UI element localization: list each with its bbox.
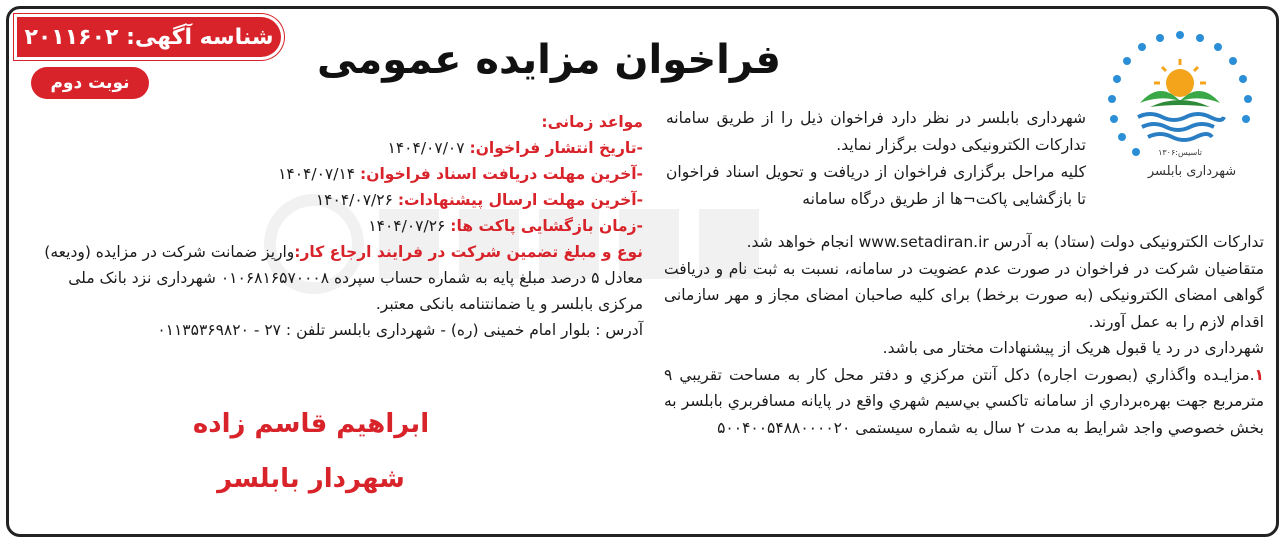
municipality-logo — [1100, 25, 1260, 185]
guarantee-text: واریز ضمانت شرکت در مزایده (ودیعه) معادل ۵ درصد مبلغ پایه به شماره حساب سپرده ۰۱۰۶۸۱۶۵۷۰۰۰۸ شهرداری نزد بانک ملی مرکزی بابلسر و یا ضمانتنامه بانکی معتبر. — [44, 243, 643, 313]
intro-line-2: کلیه مراحل برگزاری فراخوان از دریافت و تحویل اسناد فراخوان تا بازگشایی پاکت¬ها از طریق درگاه سامانه — [666, 163, 1086, 208]
schedule-row — [31, 187, 643, 213]
notice-title: فراخوان مزایده عمومی — [317, 37, 781, 83]
publication-round-badge: نوبت دوم — [31, 67, 149, 99]
schedule-row-label: -آخرین مهلت ارسال پیشنهادات: — [397, 191, 643, 209]
schedule-row — [31, 213, 643, 239]
schedule-row-label: -زمان بازگشایی پاکت ها: — [450, 217, 643, 235]
auction-item-number: ۱ — [1254, 365, 1264, 384]
guarantee-paragraph — [31, 239, 643, 317]
body-paragraph-3: شهرداری در رد یا قبول هریک از پیشنهادات مختار می باشد. — [882, 339, 1264, 357]
address-line: آدرس : بلوار امام خمینی (ره) - شهرداری بابلسر تلفن : ۲۷ - ۰۱۱۳۵۳۶۹۸۲۰ — [157, 321, 643, 339]
intro-paragraph — [666, 105, 1086, 213]
schedule-row-value: ۱۴۰۴/۰۷/۲۶ — [368, 217, 451, 235]
signatory-name: ابراهیم قاسم زاده — [192, 409, 430, 439]
guarantee-label: نوع و مبلغ تضمین شرکت در فرایند ارجاع کار: — [294, 243, 643, 261]
auction-item — [664, 362, 1264, 442]
intro-line-1: شهرداری بابلسر در نظر دارد فراخوان ذیل را از طریق سامانه تدارکات الکترونیکی دولت برگزار نماید. — [666, 109, 1086, 154]
schedule-row-label: -آخرین مهلت دریافت اسناد فراخوان: — [360, 165, 643, 183]
signatory-role: شهردار بابلسر — [217, 464, 405, 494]
schedule-row-label: -تاریخ انتشار فراخوان: — [469, 139, 643, 157]
notice-frame — [6, 6, 1279, 537]
schedule-row — [31, 135, 643, 161]
schedule-row-value: ۱۴۰۴/۰۷/۱۴ — [278, 165, 361, 183]
notice-id-badge: شناسه آگهی: ۲۰۱۱۶۰۲ — [17, 17, 281, 57]
municipality-emblem-icon — [1100, 25, 1260, 185]
schedule-row-value: ۱۴۰۴/۰۷/۰۷ — [387, 139, 470, 157]
logo-established-text: تاسیس:۱۳۰۶ — [1158, 148, 1202, 157]
auction-item-text: .مزایـده واگذاري (بصورت اجاره) دکل آنتن مرکزي و دفتر محل کار به مساحت تقريبي ۹ مترمربع جهت بهره‌برداري از سامانه تاکسي بي‌سيم شهري واقع در پايانه مسافربري بابلسر به بخش خصوصي واجد شرايط به مدت ۲ سال به شماره سیستمی ۵۰۰۴۰۰۵۴۸۸۰۰۰۰۲۰ — [664, 365, 1264, 437]
schedule-row — [31, 161, 643, 187]
body-paragraph-1: تدارکات الکترونیکی دولت (ستاد) به آدرس www.setadiran.ir انجام خواهد شد. — [746, 233, 1264, 251]
logo-name-text: شهرداری بابلسر — [1147, 164, 1237, 179]
schedule-section — [31, 109, 643, 343]
schedule-heading: مواعد زمانی: — [541, 113, 643, 131]
notice-body — [664, 229, 1264, 441]
body-paragraph-2: متقاضیان شرکت در فراخوان در صورت عدم عضویت در سامانه، نسبت به ثبت نام و دریافت گواهی امضای الکترونیکی (به صورت برخط) برای کلیه صاحبان امضای مجاز و مهر سازمانی اقدام لازم را به عمل آورند. — [664, 259, 1264, 331]
schedule-row-value: ۱۴۰۴/۰۷/۲۶ — [315, 191, 398, 209]
